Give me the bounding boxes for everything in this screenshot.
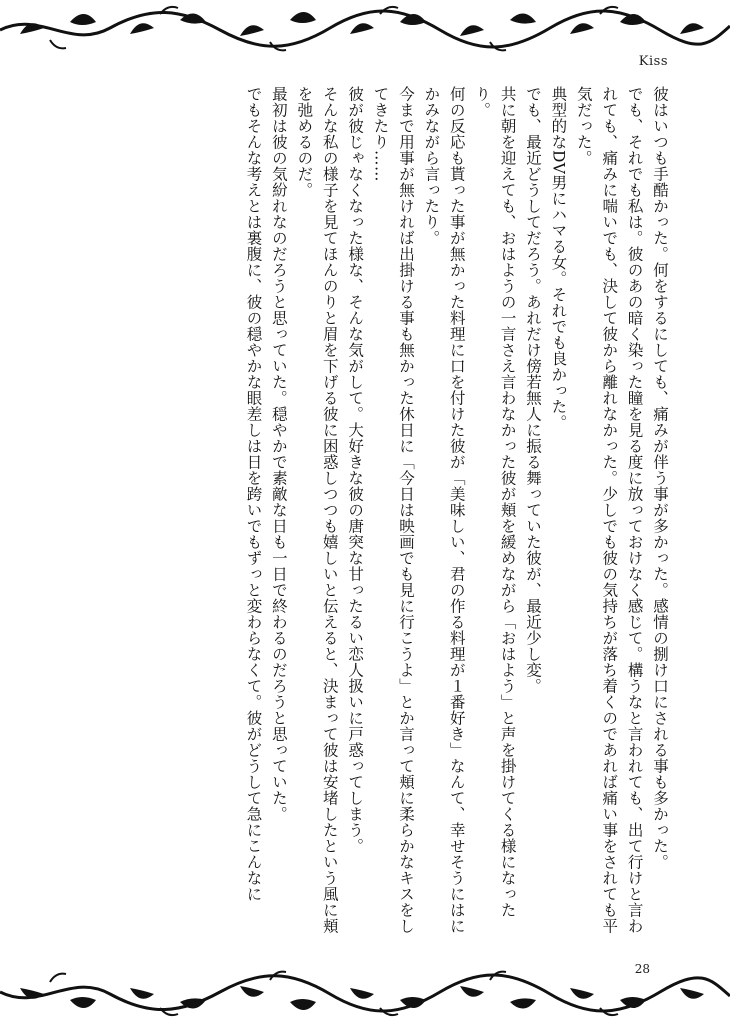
paragraph: 何の反応も貰った事が無かった料理に口を付けた彼が「美味しい、君の作る料理が１番好き」なんて、幸せそうにはにかみながら言ったり。 bbox=[422, 86, 466, 934]
paragraph: でも、最近どうしてだろう。あれだけ傍若無人に振る舞っていた彼が、最近少し変。 bbox=[523, 86, 542, 694]
bottom-vine-ornament bbox=[0, 966, 730, 1022]
paragraph: そんな私の様子を見てほんのりと眉を下げる彼に困惑しつつも嬉しいと伝えると、決まって彼は安堵したという風に頬を弛めるのだ。 bbox=[295, 86, 339, 934]
vertical-text-body bbox=[62, 86, 672, 948]
paragraph: 最初は彼の気紛れなのだろうと思っていた。穏やかで素敵な日も一日で終わるのだろうと思っていた。 bbox=[269, 86, 288, 822]
page-number: 28 bbox=[634, 962, 650, 976]
paragraph: 典型的なDV男にハマる女。それでも良かった。 bbox=[549, 86, 568, 431]
paragraph: 共に朝を迎えても、おはようの一言さえ言わなかった彼が頬を緩めながら「おはよう」と声を掛けてくる様になったり。 bbox=[473, 86, 517, 918]
paragraph: 彼が彼じゃなくなった様な、そんな気がして。大好きな彼の唐突な甘ったるい恋人扱いに戸惑ってしまう。 bbox=[346, 86, 365, 854]
top-vine-ornament bbox=[0, 0, 730, 56]
paragraph: 彼はいつも手酷かった。何をするにしても、痛みが伴う事が多かった。感情の捌け口にされる事も多かった。 bbox=[651, 86, 669, 870]
paragraph: でも、それでも私は。彼のあの暗く染った瞳を見る度に放っておけなく感じて。構うなと言われても、出て行けと言われても、痛みに喘いでも、決して彼から離れなかった。少しでも彼の気持ちが落ち着くのであれば痛い事をされても平気だった。 bbox=[574, 86, 644, 934]
paragraph: 今まで用事が無ければ出掛ける事も無かった休日に「今日は映画でも見に行こうよ」とか言って頬に柔らかなキスをしてきたり…… bbox=[371, 86, 415, 934]
running-header-title: Kiss bbox=[638, 54, 668, 69]
paragraph: でもそんな考えとは裏腹に、彼の穏やかな眼差しは日を跨いでもずっと変わらなくて。彼がどうして急にこんなに bbox=[244, 86, 263, 902]
